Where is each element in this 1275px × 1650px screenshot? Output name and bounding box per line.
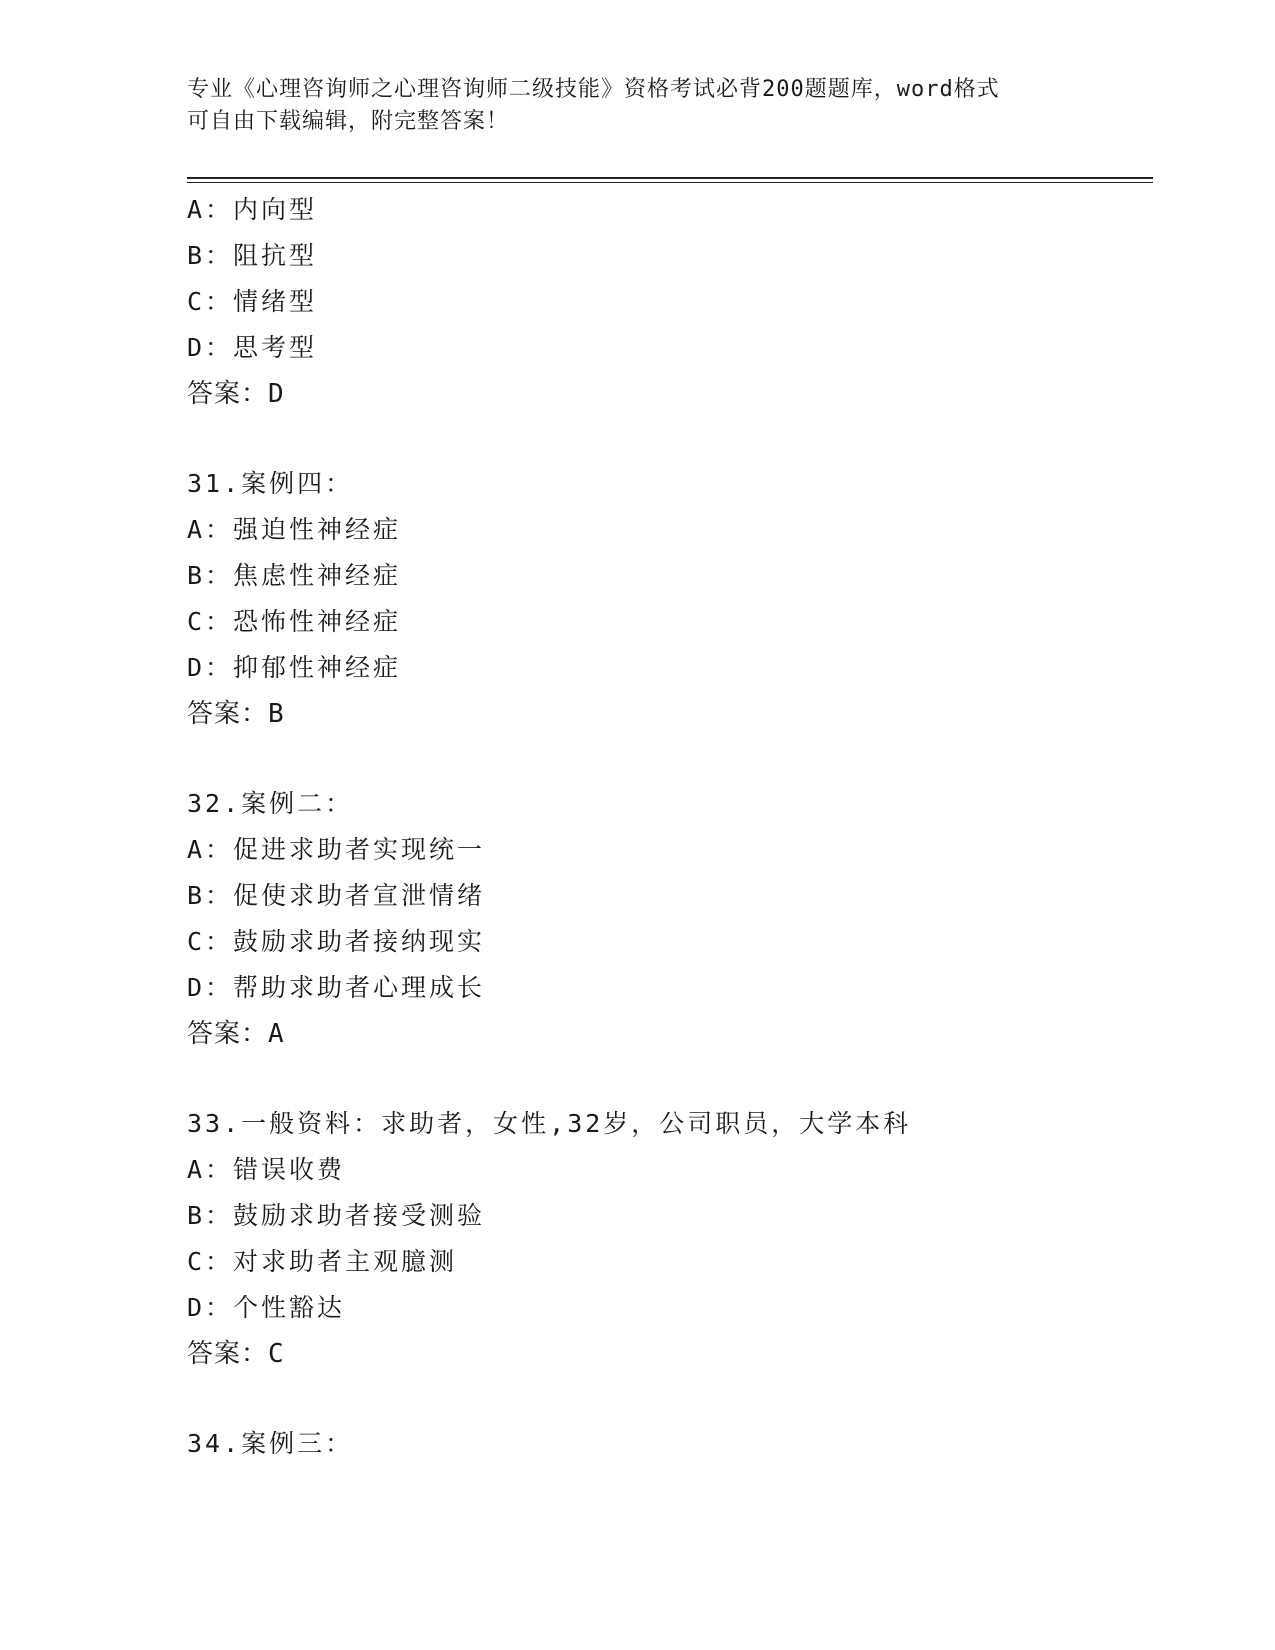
question-block-continued <box>187 187 1147 417</box>
option-c: C：情绪型 <box>187 287 318 316</box>
question-list <box>187 187 1147 1467</box>
answer-line <box>187 371 1147 417</box>
question-block <box>187 461 1147 737</box>
answer-value: C <box>268 1339 285 1369</box>
option-b: B：焦虑性神经症 <box>187 561 402 590</box>
answer-value: D <box>268 379 285 409</box>
option-d: D：帮助求助者心理成长 <box>187 973 486 1002</box>
header-divider <box>187 177 1153 179</box>
question-title: 34.案例三： <box>187 1429 354 1458</box>
option-d: D：个性豁达 <box>187 1293 346 1322</box>
option-c: C：鼓励求助者接纳现实 <box>187 927 486 956</box>
answer-line <box>187 1331 1147 1377</box>
answer-label: 答案： <box>187 379 269 409</box>
answer-value: B <box>268 699 285 729</box>
option-b: B：鼓励求助者接受测验 <box>187 1201 486 1230</box>
answer-value: A <box>268 1019 285 1049</box>
header-line-1: 专业《心理咨询师之心理咨询师二级技能》资格考试必背200题题库，word格式 <box>187 77 1000 102</box>
document-header <box>187 74 1067 138</box>
answer-label: 答案： <box>187 1339 269 1369</box>
option-d: D：抑郁性神经症 <box>187 653 402 682</box>
option-a: A：促进求助者实现统一 <box>187 835 486 864</box>
question-block <box>187 781 1147 1057</box>
question-block <box>187 1101 1147 1377</box>
option-a: A：内向型 <box>187 195 318 224</box>
answer-label: 答案： <box>187 699 269 729</box>
header-line-2: 可自由下载编辑，附完整答案！ <box>187 109 510 134</box>
answer-line <box>187 691 1147 737</box>
option-b: B：阻抗型 <box>187 241 318 270</box>
option-c: C：对求助者主观臆测 <box>187 1247 458 1276</box>
option-c: C：恐怖性神经症 <box>187 607 402 636</box>
question-block <box>187 1421 1147 1467</box>
header-divider-thin <box>187 182 1153 183</box>
question-title: 33.一般资料：求助者，女性,32岁，公司职员，大学本科 <box>187 1109 912 1138</box>
question-title: 32.案例二： <box>187 789 354 818</box>
question-title: 31.案例四： <box>187 469 354 498</box>
answer-label: 答案： <box>187 1019 269 1049</box>
option-a: A：强迫性神经症 <box>187 515 402 544</box>
option-b: B：促使求助者宣泄情绪 <box>187 881 486 910</box>
answer-line <box>187 1011 1147 1057</box>
option-a: A：错误收费 <box>187 1155 346 1184</box>
option-d: D：思考型 <box>187 333 318 362</box>
